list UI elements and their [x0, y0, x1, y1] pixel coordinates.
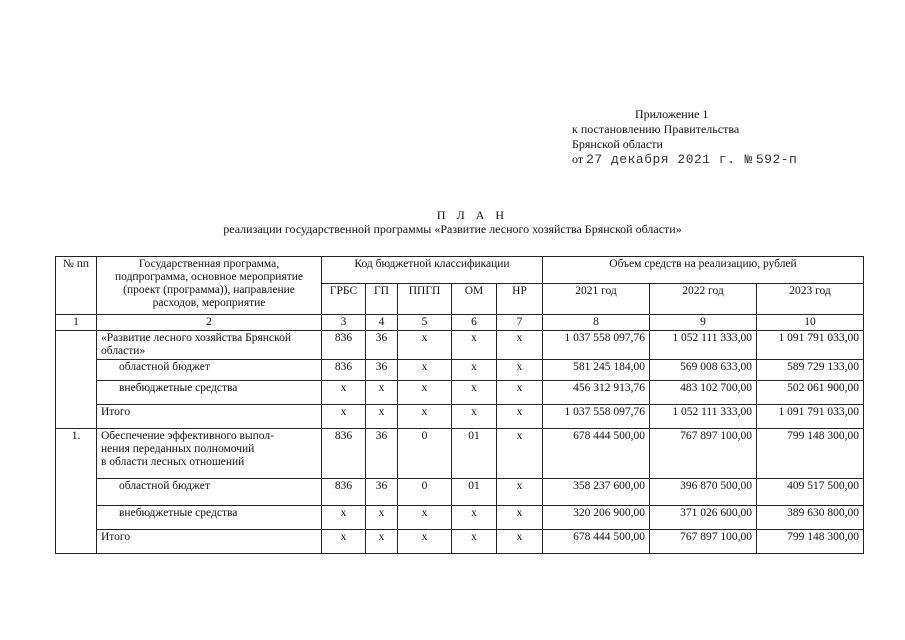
code-nr: х — [497, 530, 543, 554]
column-number: 6 — [452, 315, 497, 331]
row-number: 1. — [56, 429, 97, 554]
amount-2022: 1 052 111 333,00 — [650, 331, 757, 360]
header-budget-code: Код бюджетной классификации — [322, 257, 543, 284]
code-gp: х — [366, 530, 398, 554]
column-number: 2 — [97, 315, 322, 331]
table-row — [56, 429, 864, 479]
table-row — [56, 360, 864, 381]
code-nr: х — [497, 360, 543, 381]
header-program: Государственная программа, подпрограмма, основное мероприятие (проект (программа)), направление расходов, мероприятие — [97, 257, 322, 315]
row-name: областной бюджет — [97, 479, 322, 506]
code-om: х — [452, 530, 497, 554]
amount-2022: 1 052 111 333,00 — [650, 405, 757, 429]
row-name: Итого — [97, 405, 322, 429]
code-om: 01 — [452, 479, 497, 506]
code-ppgp: 0 — [398, 429, 452, 479]
header-2021: 2021 год — [543, 284, 650, 315]
code-ppgp: х — [398, 381, 452, 405]
row-name: внебюджетные средства — [97, 506, 322, 530]
number-stamp: 592-п — [755, 152, 798, 167]
date-stamp: 27 декабря 2021 г. — [586, 152, 736, 167]
code-nr: х — [497, 331, 543, 360]
amount-2022: 483 102 700,00 — [650, 381, 757, 405]
code-gp: 36 — [366, 360, 398, 381]
amount-2021: 456 312 913,76 — [543, 381, 650, 405]
code-grbs: 836 — [322, 479, 366, 506]
column-number: 4 — [366, 315, 398, 331]
annex-region: Брянской области — [572, 137, 663, 151]
header-volume: Объем средств на реализацию, рублей — [543, 257, 864, 284]
code-gp: х — [366, 381, 398, 405]
table-row — [56, 331, 864, 360]
code-nr: х — [497, 506, 543, 530]
plan-table-body — [56, 331, 864, 554]
column-number: 3 — [322, 315, 366, 331]
code-nr: х — [497, 381, 543, 405]
amount-2023: 389 630 800,00 — [757, 506, 864, 530]
amount-2021: 678 444 500,00 — [543, 429, 650, 479]
plan-subtitle: реализации государственной программы «Развитие лесного хозяйства Брянской области» — [223, 222, 682, 236]
amount-2022: 767 897 100,00 — [650, 429, 757, 479]
amount-2021: 358 237 600,00 — [543, 479, 650, 506]
amount-2023: 1 091 791 033,00 — [757, 331, 864, 360]
code-ppgp: х — [398, 506, 452, 530]
plan-heading: П Л А Н — [436, 208, 509, 222]
row-name: Итого — [97, 530, 322, 554]
code-ppgp: х — [398, 331, 452, 360]
code-om: 01 — [452, 429, 497, 479]
code-gp: х — [366, 506, 398, 530]
row-name: областной бюджет — [97, 360, 322, 381]
code-grbs: 836 — [322, 331, 366, 360]
code-gp: 36 — [366, 429, 398, 479]
code-gp: х — [366, 405, 398, 429]
code-om: х — [452, 506, 497, 530]
header-grbs: ГРБС — [322, 284, 366, 315]
code-grbs: х — [322, 381, 366, 405]
plan-table — [55, 256, 864, 554]
code-gp: 36 — [366, 479, 398, 506]
code-ppgp: х — [398, 360, 452, 381]
amount-2021: 1 037 558 097,76 — [543, 405, 650, 429]
row-name: «Развитие лесного хозяйства Брянской области» — [97, 331, 322, 360]
row-name: Обеспечение эффективного выпол- нения переданных полномочий в области лесных отношений — [97, 429, 322, 479]
header-num: № пп — [56, 257, 97, 315]
amount-2023: 799 148 300,00 — [757, 530, 864, 554]
amount-2023: 502 061 900,00 — [757, 381, 864, 405]
table-row — [56, 479, 864, 506]
amount-2023: 589 729 133,00 — [757, 360, 864, 381]
code-grbs: 836 — [322, 429, 366, 479]
table-row — [56, 506, 864, 530]
annex-date-line — [572, 152, 797, 167]
amount-2021: 1 037 558 097,76 — [543, 331, 650, 360]
column-number: 5 — [398, 315, 452, 331]
column-number: 1 — [56, 315, 97, 331]
code-nr: х — [497, 429, 543, 479]
code-ppgp: 0 — [398, 479, 452, 506]
code-nr: х — [497, 405, 543, 429]
amount-2021: 678 444 500,00 — [543, 530, 650, 554]
header-ppgp: ППГП — [398, 284, 452, 315]
header-gp: ГП — [366, 284, 398, 315]
annex-block — [572, 107, 797, 167]
table-row — [56, 381, 864, 405]
code-om: х — [452, 381, 497, 405]
row-name: внебюджетные средства — [97, 381, 322, 405]
code-om: х — [452, 360, 497, 381]
amount-2023: 1 091 791 033,00 — [757, 405, 864, 429]
code-nr: х — [497, 479, 543, 506]
amount-2022: 396 870 500,00 — [650, 479, 757, 506]
annex-title: Приложение 1 — [635, 107, 709, 121]
column-number: 7 — [497, 315, 543, 331]
amount-2022: 569 008 633,00 — [650, 360, 757, 381]
column-number-row — [56, 315, 864, 331]
date-prefix: от — [572, 152, 584, 166]
code-grbs: х — [322, 530, 366, 554]
table-row — [56, 405, 864, 429]
column-number: 9 — [650, 315, 757, 331]
code-ppgp: х — [398, 530, 452, 554]
header-2023: 2023 год — [757, 284, 864, 315]
code-gp: 36 — [366, 331, 398, 360]
header-2022: 2022 год — [650, 284, 757, 315]
code-ppgp: х — [398, 405, 452, 429]
number-prefix: № — [744, 152, 753, 167]
code-om: х — [452, 331, 497, 360]
header-nr: НР — [497, 284, 543, 315]
code-grbs: х — [322, 506, 366, 530]
column-number: 8 — [543, 315, 650, 331]
row-number — [56, 331, 97, 429]
header-om: ОМ — [452, 284, 497, 315]
code-grbs: 836 — [322, 360, 366, 381]
amount-2021: 581 245 184,00 — [543, 360, 650, 381]
annex-resolution: к постановлению Правительства — [572, 122, 740, 136]
code-om: х — [452, 405, 497, 429]
amount-2023: 409 517 500,00 — [757, 479, 864, 506]
amount-2022: 767 897 100,00 — [650, 530, 757, 554]
amount-2023: 799 148 300,00 — [757, 429, 864, 479]
table-row — [56, 530, 864, 554]
column-number: 10 — [757, 315, 864, 331]
code-grbs: х — [322, 405, 366, 429]
amount-2021: 320 206 900,00 — [543, 506, 650, 530]
amount-2022: 371 026 600,00 — [650, 506, 757, 530]
